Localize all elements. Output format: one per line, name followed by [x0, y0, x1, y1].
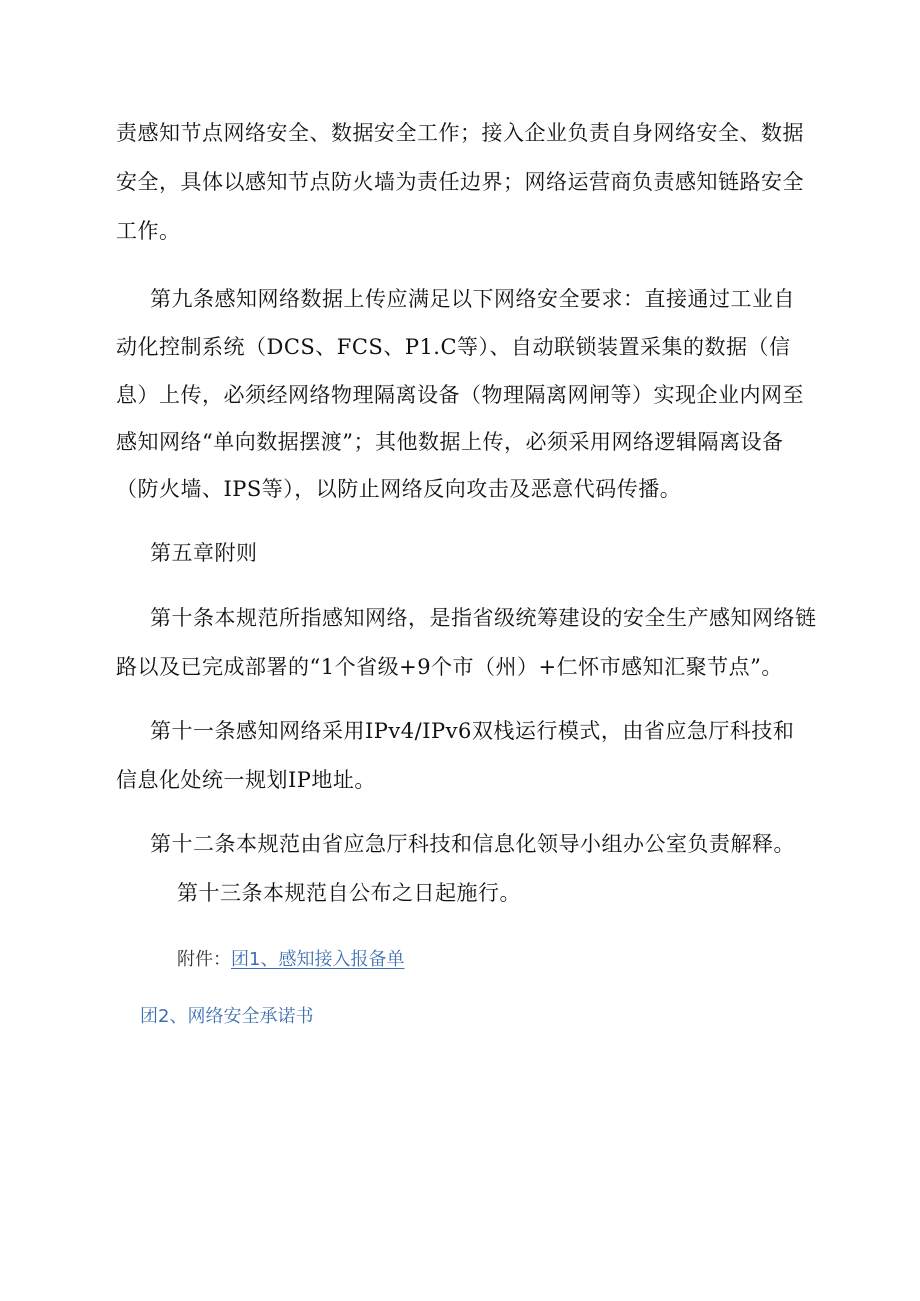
- article-10-line-1: 第十条本规范所指感知网络，是指省级统筹建设的安全生产感知网络链: [150, 606, 817, 630]
- article-9-line-5: （防火墙、IPS等），以防止网络反向攻击及恶意代码传播。: [116, 477, 682, 501]
- article-13: 第十三条本规范自公布之日起施行。: [177, 881, 521, 905]
- attachment-link-1[interactable]: 团1、感知接入报备单: [231, 949, 405, 970]
- paragraph-1-line-2: 安全，具体以感知节点防火墙为责任边界；网络运营商负责感知链路安全: [116, 170, 804, 194]
- article-10-line-2: 路以及已完成部署的“1个省级+9个市（州）+仁怀市感知汇聚节点”。: [116, 655, 783, 679]
- article-9-line-2: 动化控制系统（DCS、FCS、P1.C等）、自动联锁装置采集的数据（信: [116, 335, 791, 359]
- paragraph-1-line-3: 工作。: [116, 219, 181, 243]
- article-11-line-2: 信息化处统一规划IP地址。: [116, 768, 376, 792]
- attachments-line: [177, 947, 404, 973]
- attachment-link-2[interactable]: 团2、网络安全承诺书: [140, 1006, 314, 1027]
- paragraph-1-line-1: 责感知节点网络安全、数据安全工作；接入企业负责自身网络安全、数据: [116, 121, 804, 145]
- article-9-line-1: 第九条感知网络数据上传应满足以下网络安全要求：直接通过工业自: [150, 287, 795, 311]
- article-9-line-3: 息）上传，必须经网络物理隔离设备（物理隔离网闸等）实现企业内网至: [116, 383, 804, 407]
- chapter-heading: 第五章附则: [150, 541, 258, 565]
- article-11-line-1: 第十一条感知网络采用IPv4/IPv6双栈运行模式，由省应急厅科技和: [150, 719, 795, 743]
- attachments-label: 附件：: [177, 949, 231, 970]
- article-12: 第十二条本规范由省应急厅科技和信息化领导小组办公室负责解释。: [150, 832, 795, 856]
- attachment-link-2-line: [140, 1004, 313, 1030]
- article-9-line-4: 感知网络“单向数据摆渡”；其他数据上传，必须采用网络逻辑隔离设备: [116, 430, 784, 454]
